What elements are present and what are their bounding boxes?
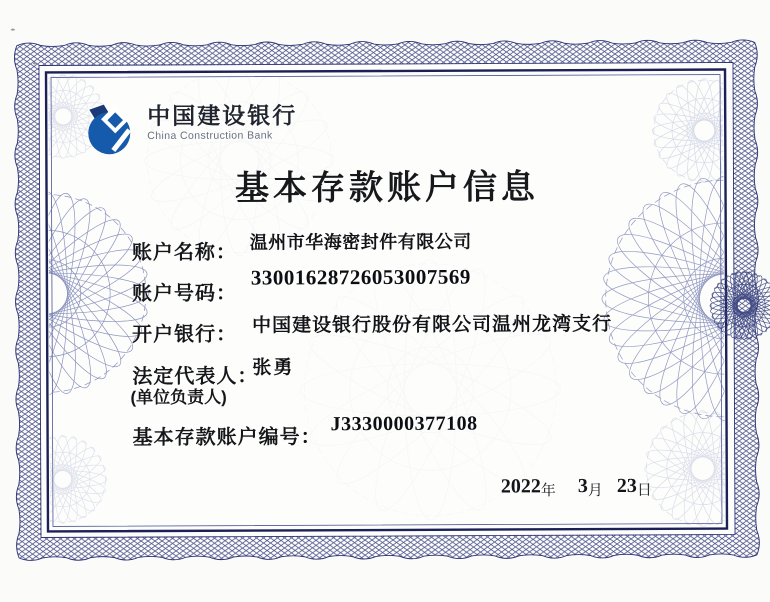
label-legal-representative: 法定代表人：	[132, 365, 259, 389]
label-account-name: 账户名称：	[131, 241, 237, 265]
value-account-name: 温州市华海密封件有限公司	[249, 231, 472, 253]
bank-name-cn: 中国建设银行	[147, 102, 298, 130]
date-year-suffix: 年	[540, 482, 556, 500]
date-day: 23	[616, 474, 637, 497]
date-month: 3	[577, 475, 588, 498]
value-opening-bank: 中国建设银行股份有限公司温州龙湾支行	[252, 314, 613, 337]
value-account-number: 33001628726053007569	[250, 264, 471, 290]
label-basic-account-id: 基本存款账户编号：	[132, 426, 322, 450]
value-legal-representative: 张勇	[252, 357, 295, 379]
date-month-suffix: 月	[587, 482, 603, 500]
bank-name-en: China Construction Bank	[147, 129, 273, 143]
issue-date	[501, 475, 652, 499]
page-title: 基本存款账户信息	[234, 168, 540, 208]
label-opening-bank: 开户银行：	[132, 323, 238, 347]
sublabel-unit-head: (单位负责人)	[130, 387, 227, 408]
scan-speck	[33, 63, 36, 65]
ccb-logo-icon	[79, 102, 137, 161]
date-year: 2022	[500, 475, 541, 498]
value-basic-account-id: J3330000377108	[330, 412, 478, 436]
date-day-suffix: 日	[636, 481, 652, 499]
bank-names	[147, 101, 297, 142]
bank-header	[79, 101, 297, 161]
scan-speck	[11, 29, 15, 31]
label-account-number: 账户号码：	[131, 282, 238, 306]
